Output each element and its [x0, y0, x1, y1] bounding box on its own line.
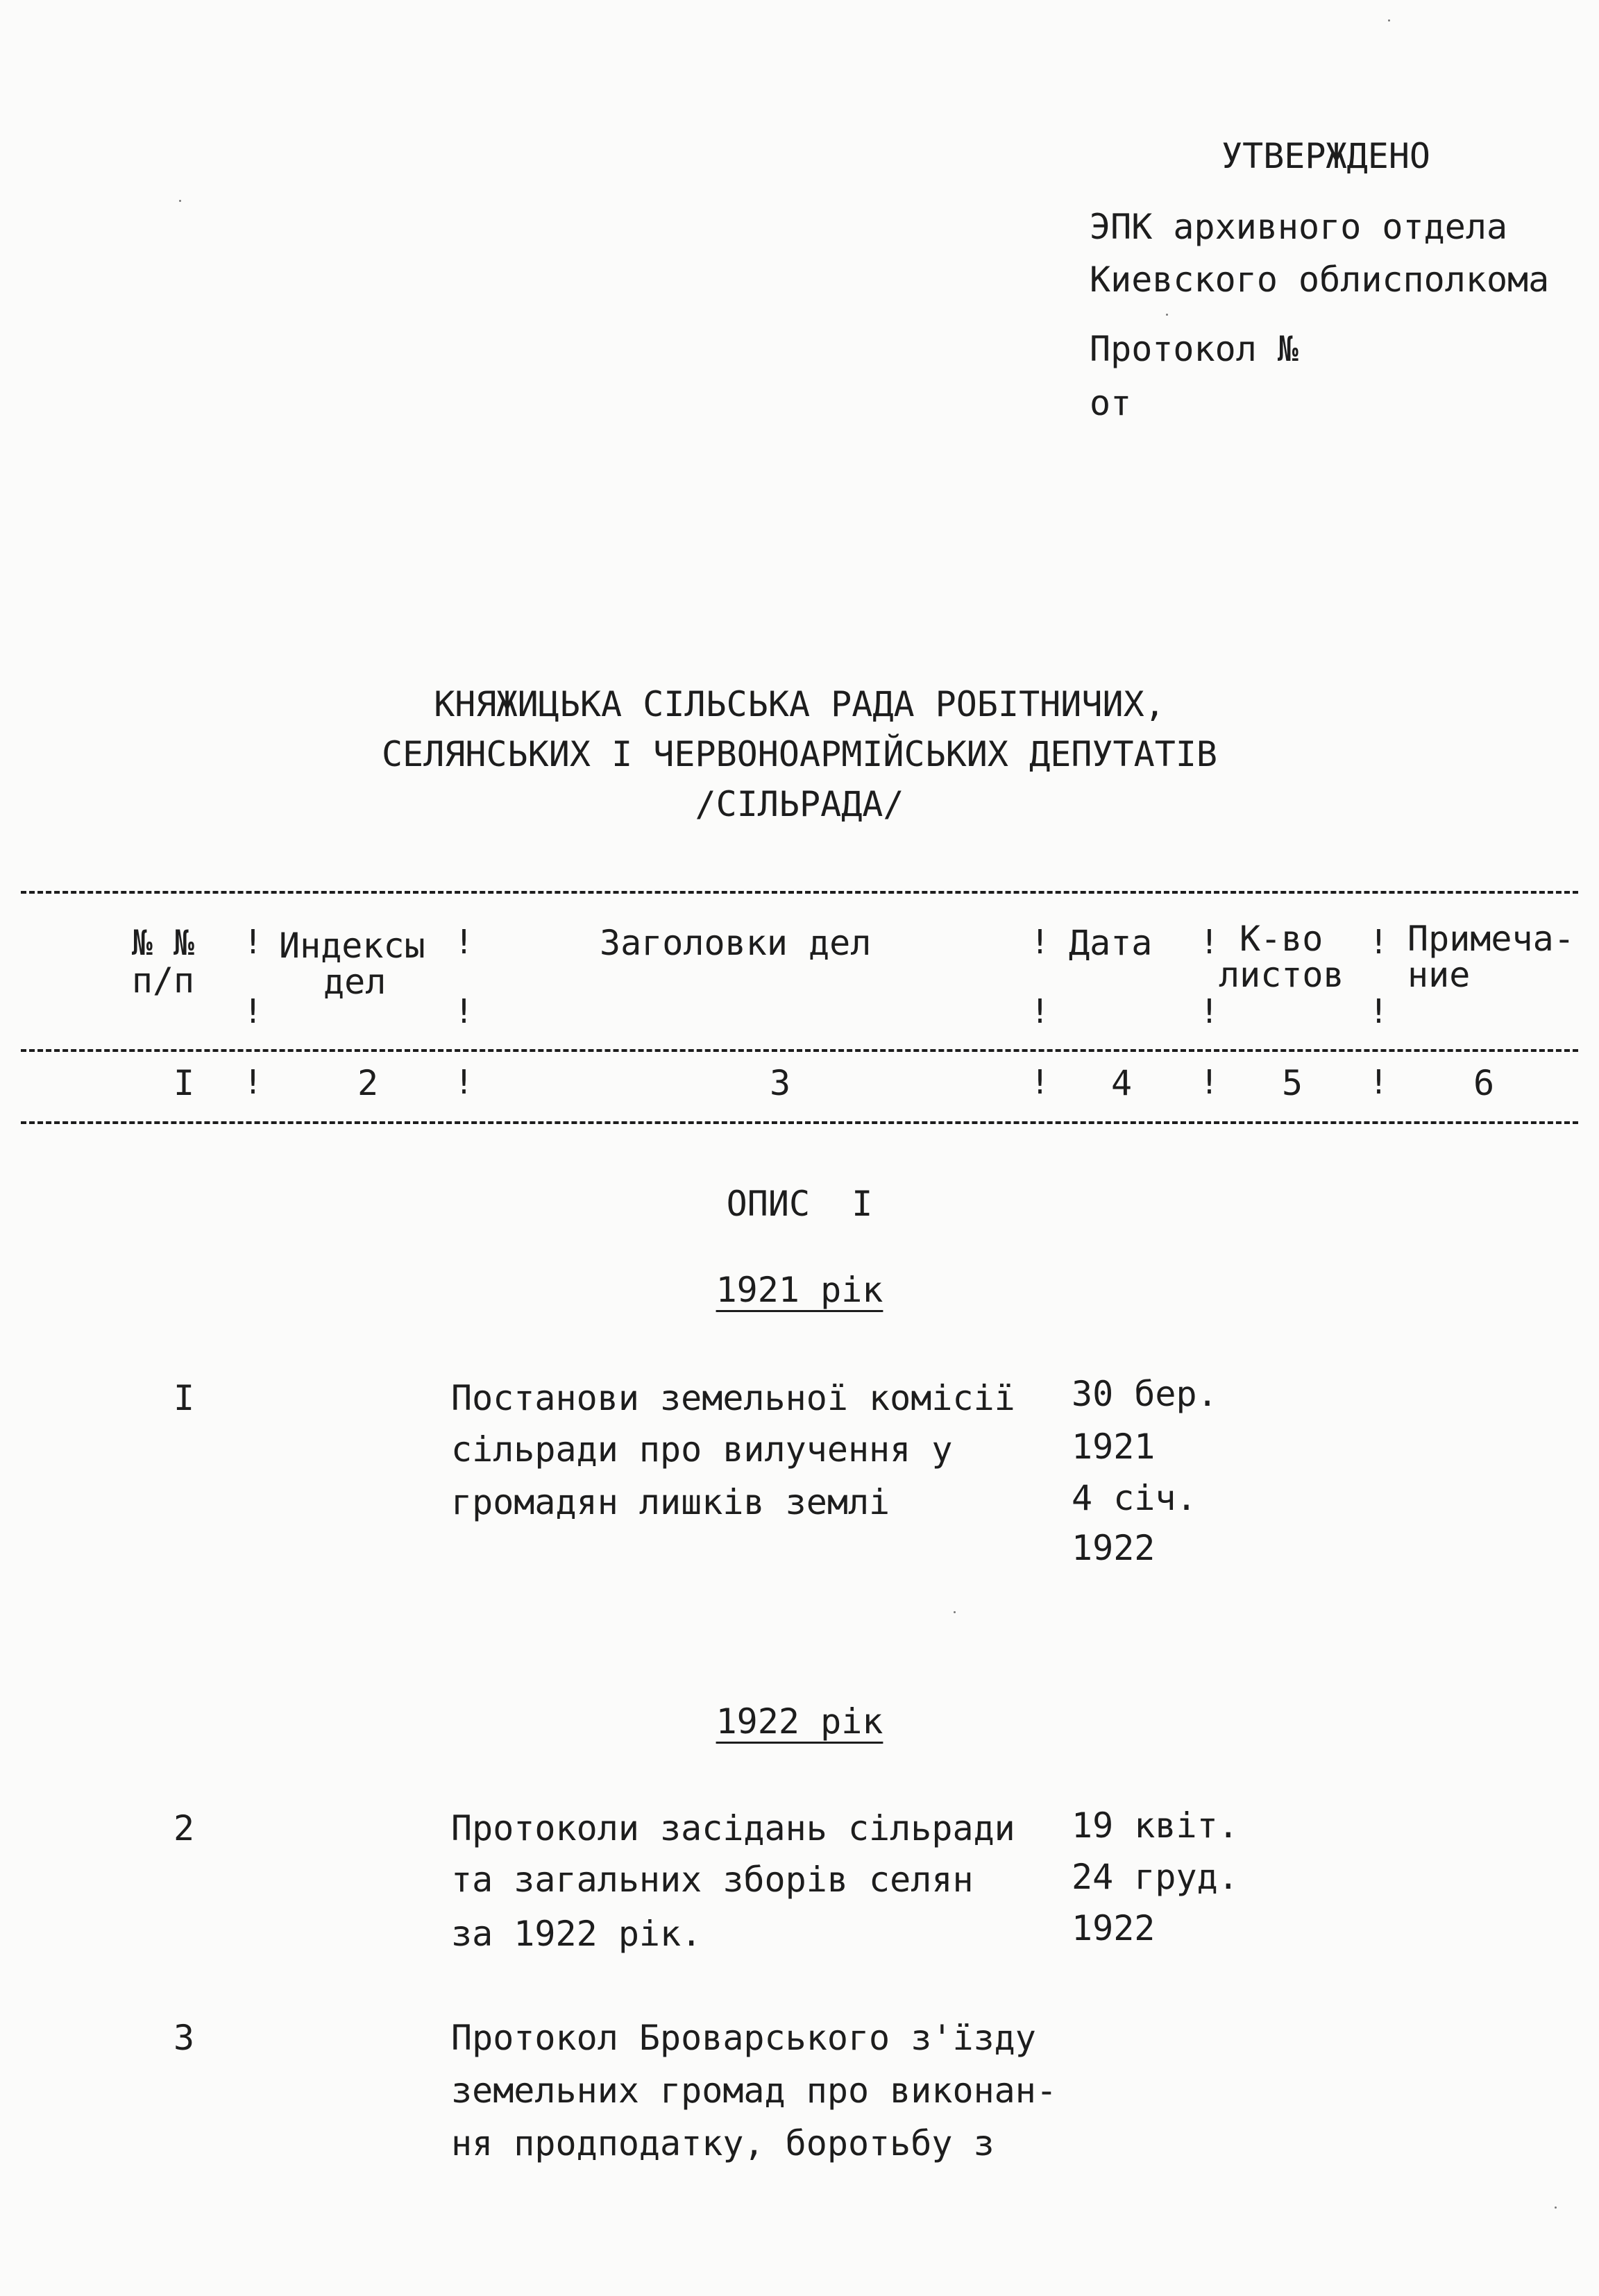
column-number: 2	[357, 1063, 379, 1103]
header-col-index-sub: дел	[323, 962, 387, 1002]
record-number: I	[173, 1378, 195, 1418]
record-date-line: 19 квіт.	[1072, 1805, 1239, 1846]
header-separator: !	[1030, 1063, 1050, 1102]
record-date-line: 24 груд.	[1072, 1857, 1239, 1897]
header-col-title: Заголовки дел	[600, 923, 872, 963]
approval-line-1: ЭПК архивного отдела	[1090, 207, 1508, 247]
record-title-line: ня продподатку, боротьбу з	[451, 2123, 995, 2163]
header-separator: !	[243, 923, 263, 962]
record-title-line: сільради про вилучення у	[451, 1429, 953, 1470]
header-separator: !	[454, 1063, 474, 1102]
record-date-line: 1922	[1072, 1528, 1156, 1568]
record-title-line: земельних громад про виконан-	[451, 2070, 1057, 2111]
record-date-line: 30 бер.	[1072, 1374, 1218, 1414]
header-col-notes: Примеча-	[1407, 919, 1575, 959]
column-number: I	[173, 1063, 195, 1103]
column-number: 3	[769, 1063, 791, 1103]
header-separator: !	[454, 923, 474, 962]
scan-speck	[1388, 19, 1390, 22]
heading-line-2: СЕЛЯНСЬКИХ І ЧЕРВОНОАРМІЙСЬКИХ ДЕПУТАТІВ	[381, 734, 1218, 774]
header-separator: !	[1369, 992, 1389, 1031]
column-number: 6	[1473, 1063, 1495, 1103]
approval-date: от	[1090, 383, 1132, 423]
record-date-line: 1922	[1072, 1908, 1156, 1948]
record-date-line: 1921	[1072, 1427, 1156, 1467]
header-separator: !	[1199, 1063, 1219, 1102]
record-date-line: 4 січ.	[1072, 1478, 1197, 1518]
header-separator: !	[1199, 992, 1219, 1031]
heading-line-3: /СІЛЬРАДА/	[695, 784, 904, 824]
header-col-notes-sub: ние	[1407, 955, 1471, 995]
header-separator: !	[454, 992, 474, 1031]
record-title-line: за 1922 рік.	[451, 1914, 702, 1954]
inventory-title: ОПИС І	[726, 1184, 873, 1224]
approval-protocol: Протокол №	[1090, 329, 1299, 369]
scan-speck	[954, 1611, 956, 1613]
approval-title: УТВЕРЖДЕНО	[1221, 136, 1431, 176]
record-title-line: Протоколи засідань сільради	[451, 1808, 1015, 1848]
heading-line-1: КНЯЖИЦЬКА СІЛЬСЬКА РАДА РОБІТНИЧИХ,	[434, 684, 1165, 724]
record-title-line: та загальних зборів селян	[451, 1860, 974, 1900]
column-number: 5	[1281, 1063, 1303, 1103]
approval-line-2: Киевского облисполкома	[1090, 260, 1550, 300]
column-number: 4	[1110, 1063, 1133, 1103]
record-number: 2	[173, 1808, 195, 1848]
header-col-index: Индексы	[279, 926, 425, 966]
header-col-number: № №	[131, 923, 195, 963]
record-number: 3	[173, 2018, 195, 2058]
header-separator: !	[1030, 923, 1050, 962]
header-middle-rule	[21, 1049, 1578, 1052]
record-title-line: громадян лишків землі	[451, 1482, 890, 1522]
section-year: 1922 рік	[716, 1701, 883, 1742]
header-separator: !	[1369, 923, 1389, 962]
header-bottom-rule	[21, 1121, 1578, 1124]
record-title-line: Протокол Броварського з'їзду	[451, 2018, 1036, 2058]
header-separator: !	[1030, 992, 1050, 1031]
scan-speck	[1166, 314, 1168, 316]
header-col-number-sub: п/п	[131, 960, 195, 1001]
scan-speck	[179, 200, 181, 202]
header-top-rule	[21, 891, 1578, 894]
header-separator: !	[1199, 923, 1219, 962]
record-title-line: Постанови земельної комісії	[451, 1378, 1015, 1418]
header-col-sheets-sub: листов	[1219, 955, 1344, 995]
header-separator: !	[243, 1063, 263, 1102]
header-separator: !	[1369, 1063, 1389, 1102]
section-year: 1921 рік	[716, 1270, 883, 1310]
scan-speck	[1555, 2206, 1557, 2209]
header-separator: !	[243, 992, 263, 1031]
header-col-date: Дата	[1069, 923, 1153, 963]
header-col-sheets: К-во	[1240, 919, 1323, 959]
